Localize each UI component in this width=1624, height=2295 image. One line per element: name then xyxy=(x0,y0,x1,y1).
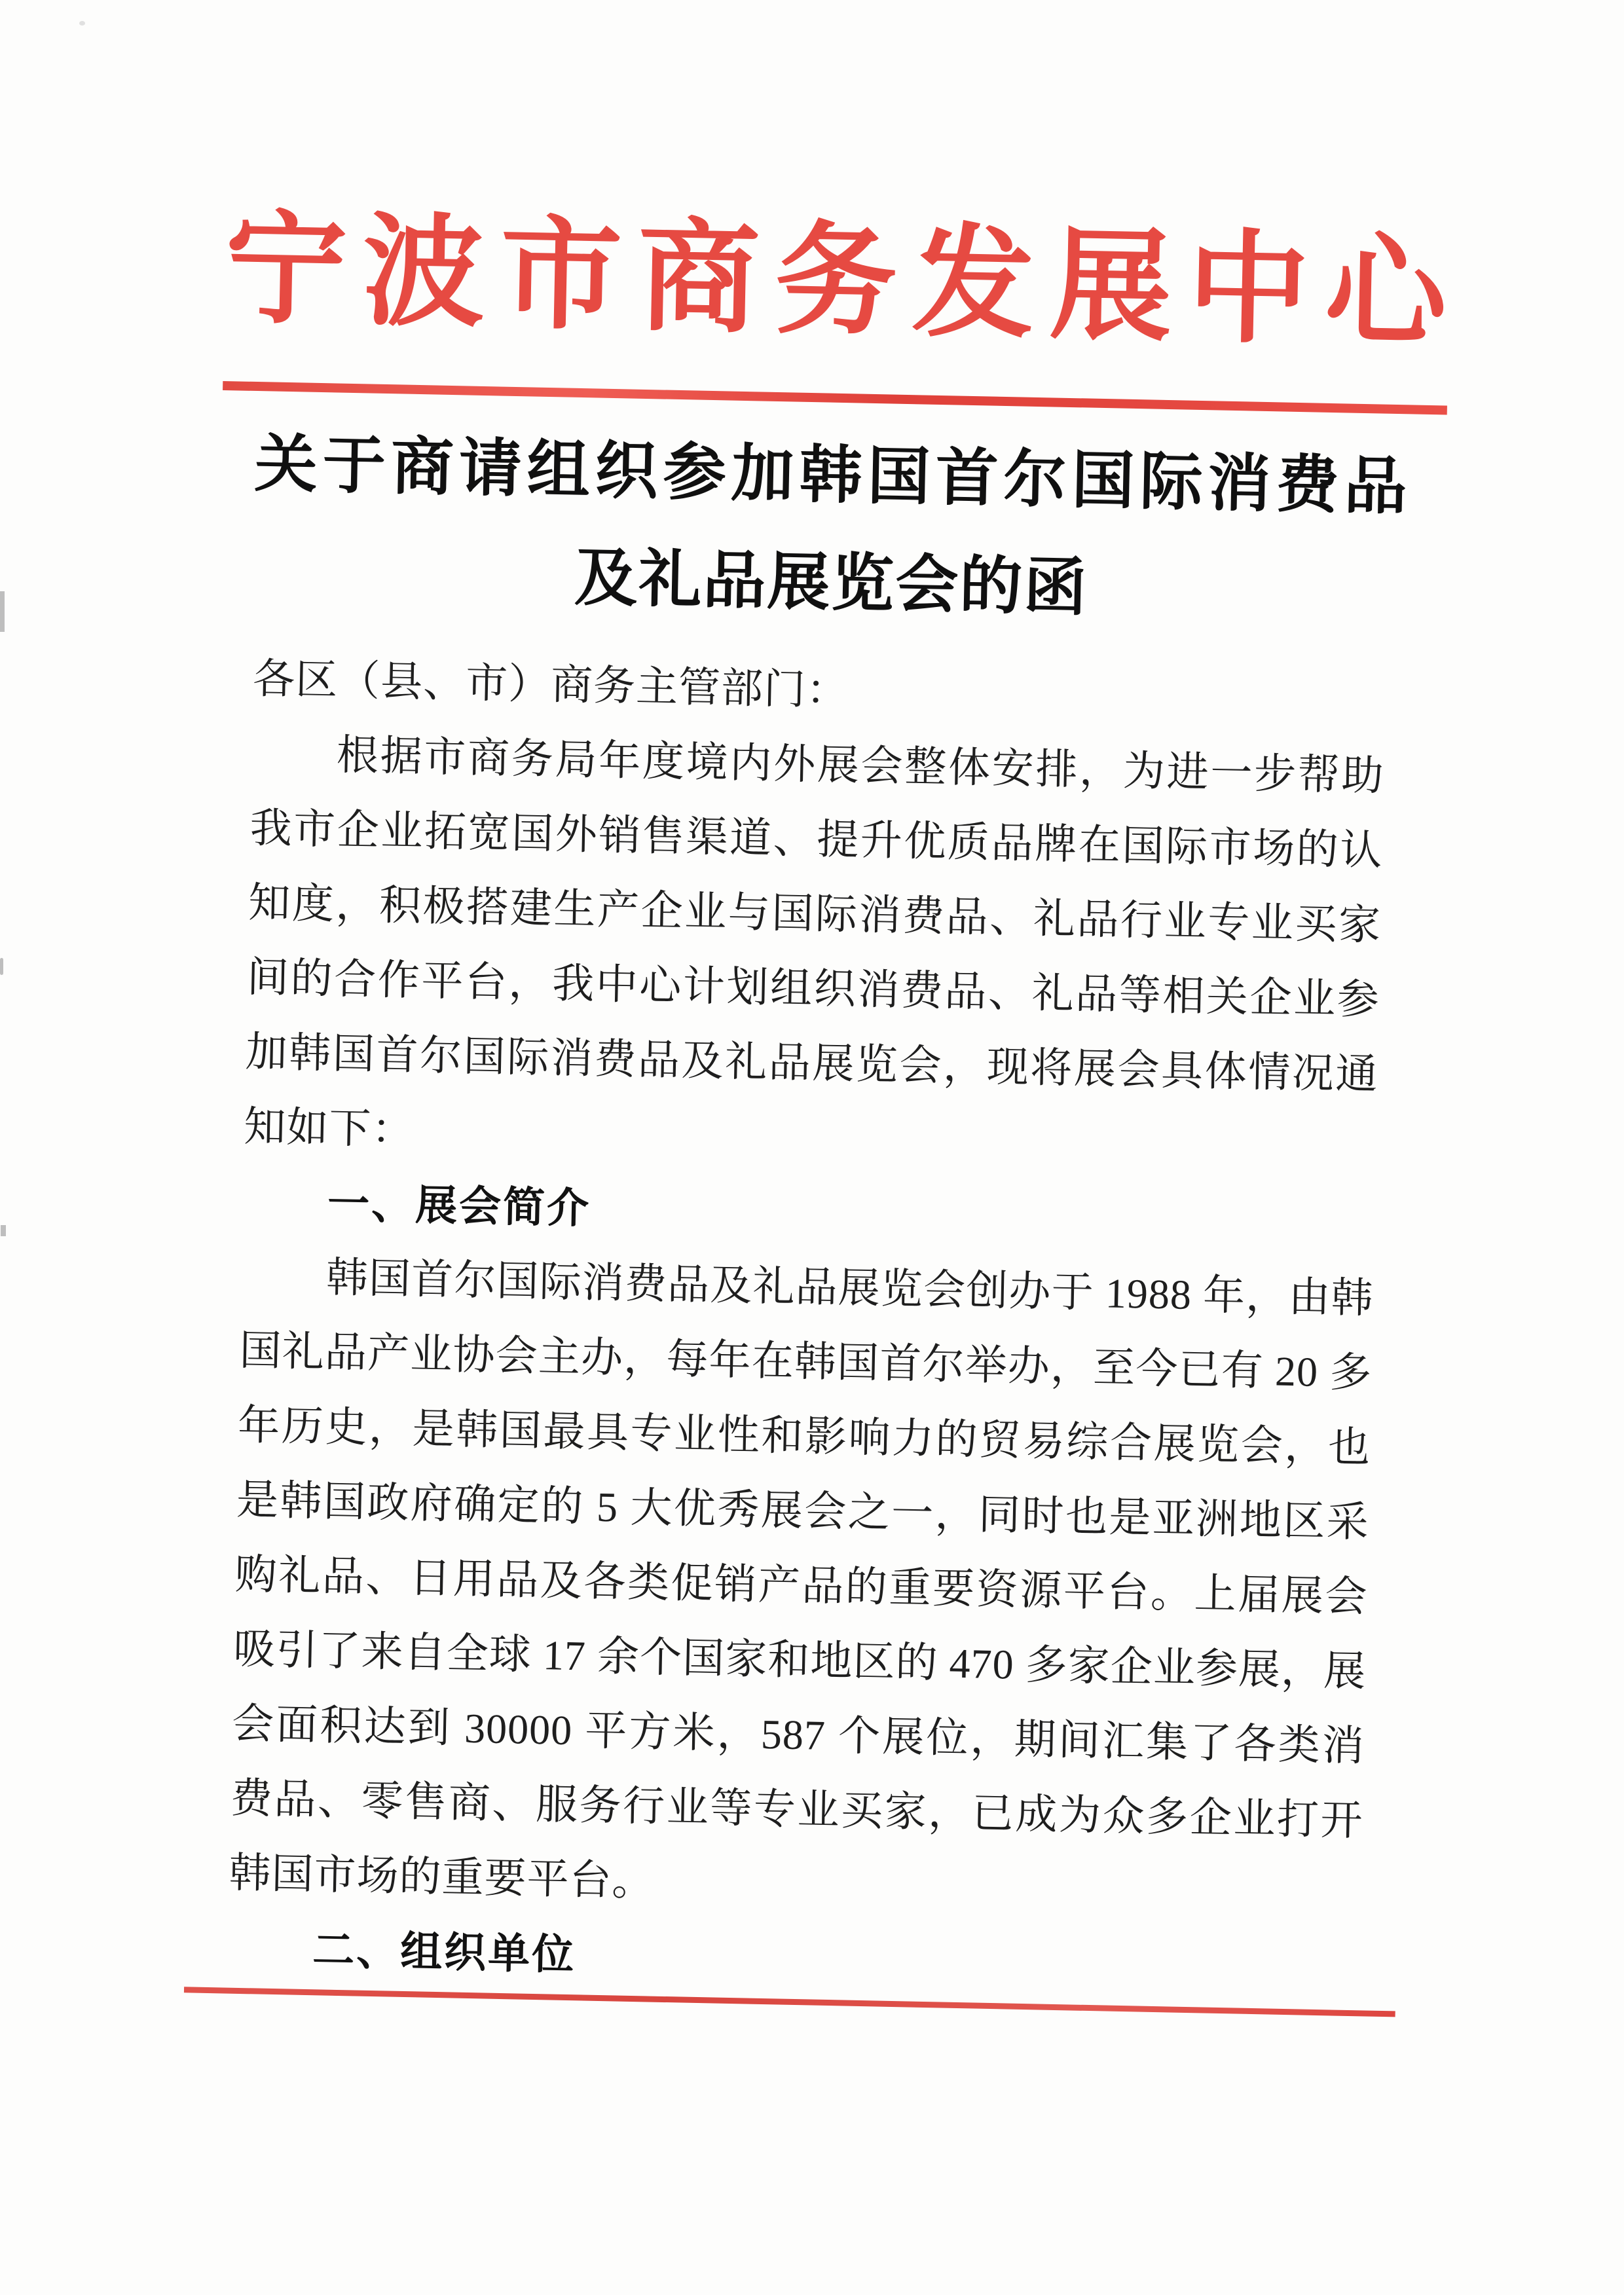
scan-artifact xyxy=(0,591,5,632)
salutation: 各区（县、市）商务主管部门： xyxy=(252,655,849,714)
section-heading-2: 二、组织单位 xyxy=(312,1926,576,1979)
scan-artifact xyxy=(1,1225,6,1236)
document-title-line2: 及礼品展览会的函 xyxy=(574,542,1089,623)
paragraph-intro: 根据市商务局年度境内外展会整体安排，为进一步帮助我市企业拓宽国外销售渠道、提升优质品牌在国际市场的认知度，积极搭建生产企业与国际消费品、礼品行业专业买家间的合作平台，我中心计划组织消费品、礼品等相关企业参加韩国首尔国际消费品及礼品展览会，现将展会具体情况通知如下： xyxy=(243,731,1385,1154)
document-title-line1: 关于商请组织参加韩国首尔国际消费品 xyxy=(253,429,1413,523)
scan-artifact xyxy=(0,958,3,975)
letterhead-divider-line xyxy=(223,381,1447,415)
letter-body xyxy=(227,642,1386,2008)
scan-artifact xyxy=(79,21,85,26)
section-heading-1: 一、展会简介 xyxy=(327,1179,591,1232)
letterhead-org-name: 宁波市商务发展中心 xyxy=(223,202,1464,362)
letter-content xyxy=(191,0,1464,2017)
paragraph-exhibition-intro: 韩国首尔国际消费品及礼品展览会创办于 1988 年，由韩国礼品产业协会主办，每年在韩国首尔举办，至今已有 20 多年历史，是韩国最具专业性和影响力的贸易综合展览会，也是韩国政府确定的 5 大优秀展会之一，同时也是亚洲地区采购礼品、日用品及各类促销产品的重要资源平台。上届展会吸引了来自全球 17 余个国家和地区的 470 多家企业参展，展会面积达到 30000 平方米，587 个展位，期间汇集了各类消费品、零售商、服务行业等专业买家，已成为众多企业打开韩国市场的重要平台。 xyxy=(228,1254,1375,1905)
document-title xyxy=(218,410,1447,649)
